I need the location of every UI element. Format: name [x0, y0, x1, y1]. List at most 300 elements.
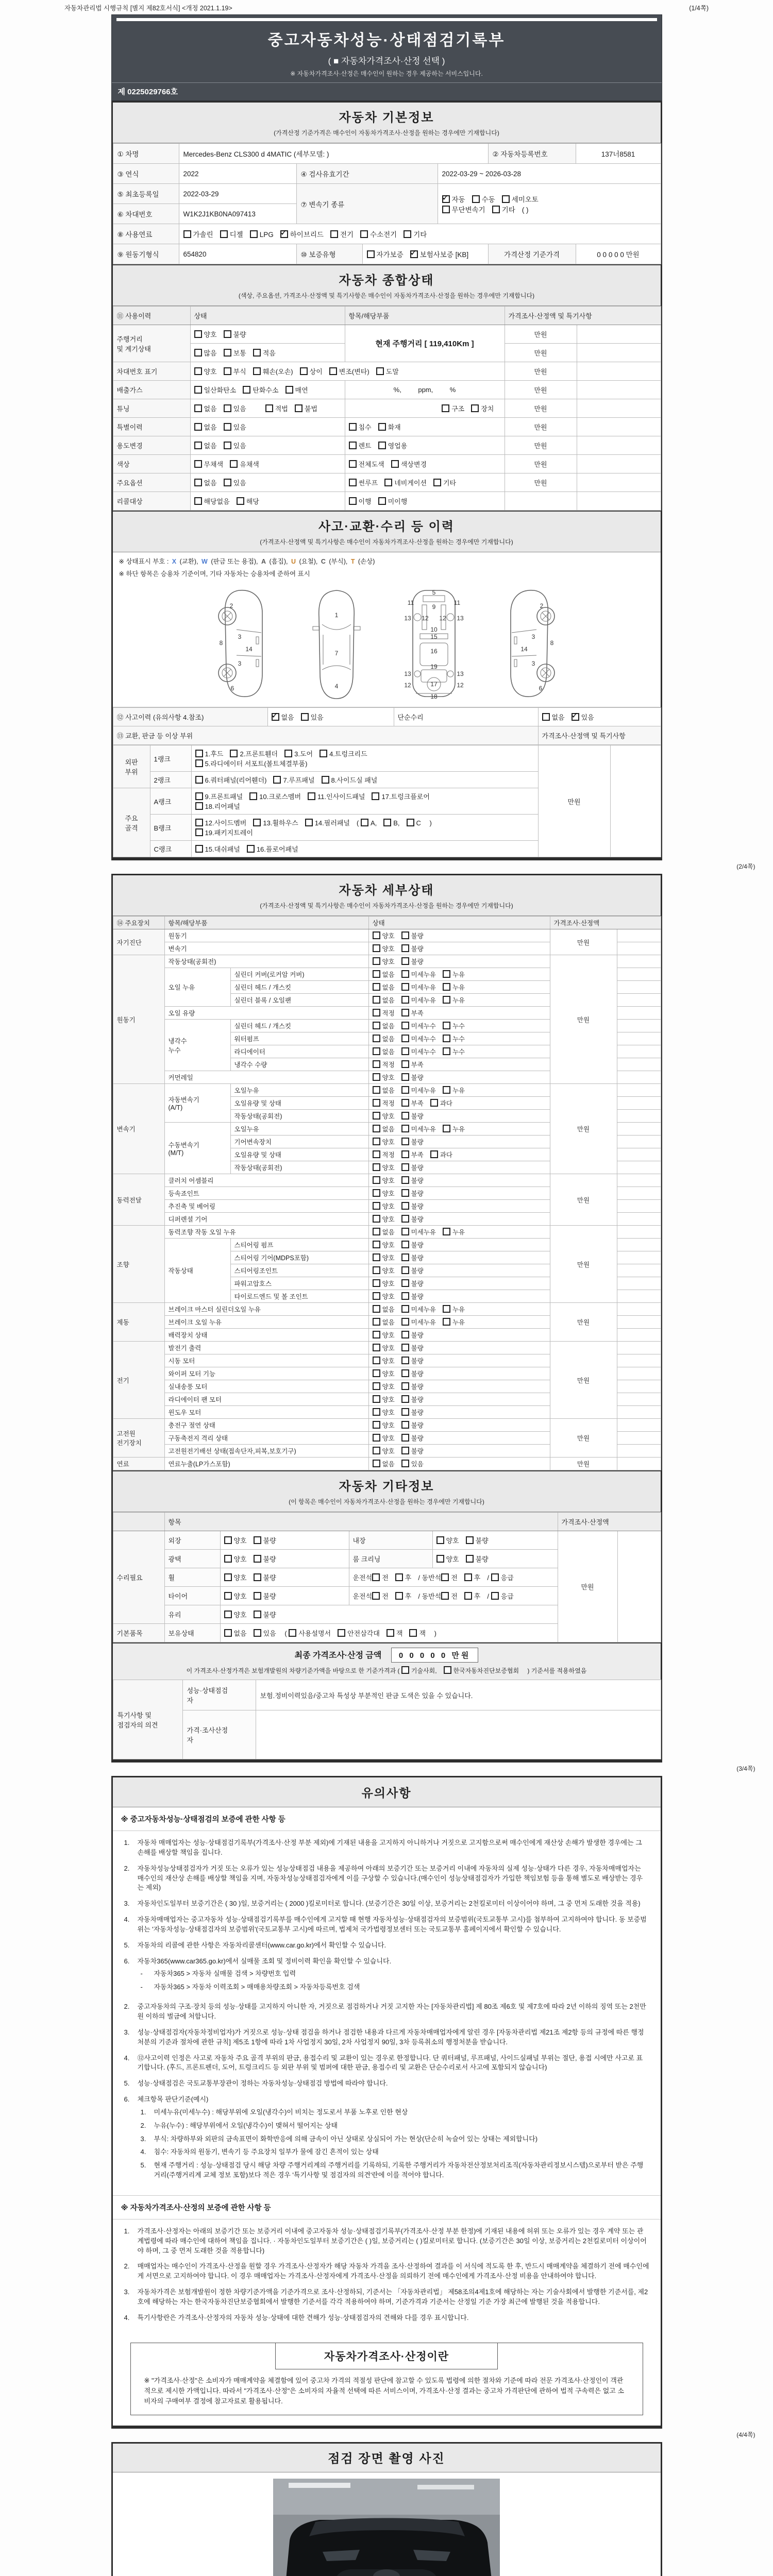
checkbox-icon [401, 1266, 409, 1274]
checkbox-option[interactable]: 양호 [373, 1358, 395, 1365]
accident-history-table [113, 707, 661, 745]
table-row [113, 307, 661, 325]
checkbox-option[interactable]: 없음 [373, 1087, 395, 1094]
cell: 윈도우 모터 [164, 1406, 368, 1419]
checkbox-option[interactable]: 양호 [436, 1555, 459, 1563]
checkbox-option[interactable]: 후 [395, 1592, 412, 1600]
checkbox-option[interactable]: 4.트렁크리드 [320, 750, 367, 758]
checkbox-icon [372, 1573, 380, 1581]
cell: 스티어링 기어(MDPS포함) [230, 1251, 368, 1264]
checkbox-option[interactable]: 6.쿼터패널(리어휀더) [195, 776, 267, 784]
checkbox-option[interactable]: 누수 [443, 1048, 465, 1056]
checkbox-option[interactable]: 전 [441, 1574, 458, 1582]
cell [191, 772, 538, 788]
row-label: ⑤ 최초등록일 [113, 184, 179, 204]
checkbox-option[interactable]: 미세누유 [401, 1126, 436, 1133]
cell [368, 1084, 550, 1097]
checkbox-icon [285, 386, 293, 394]
checkbox-option[interactable]: 도말 [376, 368, 399, 376]
inspector-opinion-table [113, 1680, 661, 1759]
checkbox-option[interactable]: 양호 [224, 1537, 247, 1545]
checkbox-option[interactable]: 불량 [401, 1332, 424, 1339]
checkbox-icon [401, 1073, 409, 1081]
checkbox-option[interactable]: 없음 [373, 1048, 395, 1056]
checkbox-option[interactable]: 불량 [401, 1345, 424, 1352]
checkbox-option[interactable]: 불량 [401, 1435, 424, 1442]
checkbox-option[interactable]: 부식 [224, 368, 246, 376]
cell [617, 1290, 661, 1303]
checkbox-icon [401, 983, 409, 991]
checkbox-option[interactable]: 8.사이드실 패널 [322, 776, 378, 784]
checkbox-option[interactable]: 침수 [349, 423, 372, 431]
checkbox-option[interactable]: 양호 [224, 1611, 247, 1619]
checkbox-option[interactable]: 양호 [373, 1190, 395, 1197]
cell [220, 1568, 349, 1587]
checkbox-option[interactable]: 양호 [373, 1074, 395, 1081]
checkbox-icon [224, 330, 231, 338]
checkbox-option[interactable]: 일산화탄소 [194, 386, 237, 394]
checkbox-option[interactable]: 불량 [401, 1293, 424, 1300]
checkbox-option[interactable]: 적정 [373, 1100, 395, 1107]
checkbox-option[interactable]: 양호 [373, 1332, 395, 1339]
checkbox-option[interactable]: 양호 [373, 1293, 395, 1300]
checkbox-option[interactable]: 양호 [373, 1203, 395, 1210]
checkbox-option[interactable]: 불량 [401, 1409, 424, 1416]
checkbox-icon [273, 776, 281, 784]
checkbox-option[interactable]: 무단변속기 [442, 206, 485, 214]
row-label: 용도변경 [113, 436, 190, 455]
checkbox-option[interactable]: 누유 [443, 1319, 465, 1326]
checkbox-option[interactable]: 렌트 [349, 442, 372, 450]
checkbox-option[interactable]: 불량 [401, 945, 424, 953]
checkbox-option[interactable]: 불량 [401, 933, 424, 940]
checkbox-option[interactable]: 11.인사이드패널 [308, 793, 365, 801]
checkbox-option[interactable]: 미세누유 [401, 1306, 436, 1313]
price-definition-box [130, 2343, 643, 2415]
cell [368, 1213, 550, 1226]
checkbox-option[interactable]: 불량 [401, 1190, 424, 1197]
checkbox-option[interactable]: 미세누유 [401, 971, 436, 978]
checkbox-option[interactable]: 전 [372, 1574, 389, 1582]
cell [220, 1550, 349, 1568]
checkbox-icon [444, 1666, 451, 1674]
checkbox-option[interactable]: 없음 [194, 423, 217, 431]
cell: 만원 [550, 955, 617, 1084]
checkbox-option[interactable]: 누수 [443, 1036, 465, 1043]
checkbox-icon [492, 206, 500, 213]
checkbox-option[interactable]: 미이행 [378, 498, 408, 505]
checkbox-option[interactable]: 누유 [443, 997, 465, 1004]
checkbox-icon [338, 1629, 345, 1637]
checkbox-option[interactable]: 기술사회, [401, 1667, 437, 1674]
checkbox-option[interactable]: 누유 [443, 984, 465, 991]
checkbox-option[interactable]: 없음 [373, 971, 395, 978]
checkbox-option[interactable]: 양호 [373, 1216, 395, 1223]
checkbox-option[interactable]: 불량 [401, 1177, 424, 1184]
checkbox-option[interactable]: 많음 [194, 349, 217, 357]
checkbox-option[interactable]: 5.라디에이터 서포트(볼트체결부품) [195, 760, 308, 768]
checkbox-option[interactable]: 양호 [436, 1537, 459, 1545]
checkbox-icon [401, 1228, 409, 1235]
checkbox-option[interactable]: 없음 [373, 1126, 395, 1133]
checkbox-option[interactable]: 부족 [401, 1151, 424, 1159]
checkbox-option[interactable]: 불량 [254, 1555, 276, 1563]
checkbox-option[interactable]: 적정 [373, 1061, 395, 1069]
checkbox-option[interactable]: 불량 [466, 1555, 489, 1563]
notice-item: 5. 성능·상태점검은 국토교통부장관이 정하는 자동차성능·상태점검 방법에 따라야 합니다. [124, 2079, 388, 2088]
cell [617, 955, 661, 968]
checkbox-option[interactable]: 전 [441, 1592, 458, 1600]
checkbox-icon [407, 819, 414, 826]
checkbox-option[interactable]: 누유 [443, 1126, 465, 1133]
checkbox-option[interactable]: 양호 [373, 1396, 395, 1403]
checkbox-option[interactable]: 불량 [254, 1574, 276, 1582]
checkbox-icon [443, 983, 450, 991]
checkbox-option[interactable]: 네비게이션 [384, 479, 427, 487]
checkbox-option[interactable]: 누유 [443, 1087, 465, 1094]
checkbox-option[interactable]: 유채색 [230, 461, 259, 468]
checkbox-icon [373, 1202, 380, 1210]
cell [577, 436, 661, 455]
checkbox-option[interactable]: 전체도색 [349, 461, 384, 468]
checkbox-icon [373, 1099, 380, 1107]
notice-item: 4. ⑫사고이력 인정은 사고로 자동차 주요 골격 부위의 판금, 용접수리 및 교환이 있는 경우로 한정합니다. 단 쿼터패널, 루프패널, 사이드실패널 부위는 절단, 용접 시에만 사고로 표기합니다. (후드, 프론트펜더, 도어, 트렁크리드 등 외판 부위 및 범퍼에 대한 판금, 용접수리 및 교환은 단순수리로서 사고에 포함되지 않습니다) [124, 2054, 643, 2072]
notice-item: 1. 자동차 매매업자는 성능·상태점검기록부(가격조사·산정 부분 제외)에 기재된 내용을 고지하지 아니하거나 거짓으로 고지함으로써 매수인에게 재산상 손해가 발생한 경우에는 그 손해를 배상할 책임을 집니다. [124, 1839, 642, 1856]
checkbox-option[interactable]: 불량 [401, 1113, 424, 1120]
checkbox-option[interactable]: 불법 [295, 405, 317, 413]
checkbox-option[interactable]: 양호 [373, 1255, 395, 1262]
checkbox-option[interactable]: 양호 [373, 1448, 395, 1455]
cell [577, 325, 661, 344]
checkbox-option[interactable]: 불량 [401, 1242, 424, 1249]
checkbox-option[interactable]: 가솔린 [183, 231, 213, 239]
checkbox-option[interactable]: 디젤 [220, 231, 243, 239]
checkbox-icon [224, 1629, 232, 1637]
checkbox-option[interactable]: 없음 [194, 442, 217, 450]
checkbox-icon [308, 792, 315, 800]
checkbox-option[interactable]: 해당없음 [194, 498, 230, 505]
cell [577, 492, 661, 511]
checkbox-option[interactable]: 부족 [401, 1010, 424, 1017]
checkbox-option[interactable]: 자가보증 [367, 251, 404, 259]
cell [617, 1251, 661, 1264]
checkbox-icon [254, 1592, 261, 1600]
diagram-part-number: 2 [229, 602, 233, 609]
checkbox-option[interactable]: 과다 [430, 1151, 452, 1159]
checkbox-option[interactable]: 무채색 [194, 461, 224, 468]
checkbox-option[interactable]: 누유 [443, 971, 465, 978]
checkbox-option[interactable]: 불량 [401, 1216, 424, 1223]
checkbox-icon [401, 970, 409, 978]
checkbox-option[interactable]: 13.휠하우스 [253, 819, 298, 827]
checkbox-option[interactable]: 적법 [265, 405, 288, 413]
checkbox-option[interactable]: 기타 [492, 206, 515, 214]
checkbox-option[interactable]: 양호 [224, 1592, 247, 1600]
header-stripe [116, 18, 657, 21]
checkbox-option[interactable]: 양호 [373, 1280, 395, 1287]
row-label: ⑧ 사용연료 [113, 224, 179, 244]
checkbox-option[interactable]: 불량 [401, 1383, 424, 1391]
checkbox-option[interactable]: 양호 [373, 1242, 395, 1249]
checkbox-option[interactable]: 없음 [373, 1229, 395, 1236]
checkbox-option[interactable]: 응급 [491, 1592, 514, 1600]
checkbox-option[interactable]: 구조 [442, 405, 464, 413]
checkbox-option[interactable]: 과다 [430, 1100, 452, 1107]
checkbox-option[interactable]: 미세누수 [401, 1036, 436, 1043]
cell: 2022 [179, 164, 296, 184]
checkbox-option[interactable]: 불량 [401, 1203, 424, 1210]
checkbox-option[interactable]: 없음 [224, 1630, 247, 1637]
cell [368, 1032, 550, 1045]
cell: 만원 [550, 1303, 617, 1342]
checkbox-option[interactable]: 14.필러패널 [305, 819, 350, 827]
checkbox-option[interactable]: 누수 [443, 1023, 465, 1030]
checkbox-option[interactable]: 기타 [404, 231, 427, 239]
checkbox-option[interactable]: 불량 [401, 1267, 424, 1275]
checkbox-option[interactable]: 불량 [401, 1139, 424, 1146]
checkbox-option[interactable]: 불량 [254, 1537, 276, 1545]
checkbox-option[interactable]: 양호 [373, 1345, 395, 1352]
row-label: 동력전달 [113, 1174, 164, 1226]
checkbox-option[interactable]: 불량 [401, 1370, 424, 1378]
checkbox-icon [391, 460, 399, 468]
checkbox-option[interactable]: 불량 [401, 1448, 424, 1455]
checkbox-option[interactable]: 미세누유 [401, 1229, 436, 1236]
checkbox-option[interactable]: 보통 [224, 349, 246, 357]
checkbox-option[interactable]: 기타 [433, 479, 456, 487]
checkbox-option[interactable]: 양호 [224, 1574, 247, 1582]
checkbox-option[interactable]: 매연 [285, 386, 308, 394]
checkbox-option[interactable]: 양호 [373, 1409, 395, 1416]
checkbox-option[interactable]: 없음 [373, 1461, 395, 1468]
checkbox-option[interactable]: 수소전기 [360, 231, 397, 239]
checkbox-option[interactable]: 장치 [471, 405, 494, 413]
checkbox-option[interactable]: 없음 [373, 1306, 395, 1313]
checkbox-option[interactable]: 양호 [373, 1177, 395, 1184]
checkbox-option[interactable]: 없음 [373, 1036, 395, 1043]
checkbox-icon [230, 460, 238, 468]
checkbox-option[interactable]: 양호 [373, 1113, 395, 1120]
checkbox-option[interactable]: 3.도어 [284, 750, 313, 758]
checkbox-option[interactable]: 양호 [373, 945, 395, 953]
checkbox-option[interactable]: 후 [395, 1574, 412, 1582]
checkbox-option[interactable]: 불량 [401, 1074, 424, 1081]
checkbox-icon [194, 479, 202, 486]
checkbox-option[interactable]: 19.패키지트레이 [195, 829, 253, 837]
checkbox-option[interactable]: 있음 [224, 442, 246, 450]
checkbox-icon [471, 404, 479, 412]
checkbox-option[interactable]: LPG [250, 231, 274, 239]
page-meta [64, 3, 709, 12]
checkbox-option[interactable]: 미세누유 [401, 997, 436, 1004]
checkbox-option[interactable]: 10.크로스멤버 [249, 793, 301, 801]
checkbox-option[interactable]: 상이 [300, 368, 323, 376]
checkbox-option[interactable]: ✓ 보험사보증 [KB] [410, 251, 468, 259]
checkbox-option[interactable]: 미세누유 [401, 984, 436, 991]
checkbox-option[interactable]: ✓자동 [442, 196, 465, 204]
checkbox-option[interactable]: 적정 [373, 1151, 395, 1159]
checkbox-option[interactable]: 사용설명서 [289, 1630, 331, 1637]
checkbox-option[interactable]: 있음 [224, 423, 246, 431]
checkbox-option[interactable]: 이행 [349, 498, 372, 505]
diagram-part-number: 6 [230, 685, 234, 692]
checkbox-option[interactable]: ✓ 있음 [572, 714, 594, 721]
checkbox-icon [442, 195, 450, 203]
checkbox-option[interactable]: 수동 [472, 196, 495, 204]
checkbox-option[interactable]: 있음 [254, 1630, 276, 1637]
checkbox-option[interactable]: 2.프론트휀더 [230, 750, 278, 758]
checkbox-option[interactable]: 16.플로어패널 [247, 845, 298, 853]
checkbox-option[interactable]: 1.후드 [195, 750, 224, 758]
cell [345, 418, 505, 436]
checkbox-option[interactable]: 양호 [373, 1267, 395, 1275]
checkbox-option[interactable]: 7.루프패널 [273, 776, 314, 784]
checkbox-option[interactable]: 미세누유 [401, 1087, 436, 1094]
checkbox-option[interactable]: 탄화수소 [243, 386, 278, 394]
checkbox-option[interactable]: 화재 [378, 423, 401, 431]
checkbox-option[interactable]: B, [383, 819, 399, 827]
cell: 라디에이터 팬 모터 [164, 1393, 368, 1406]
checkbox-icon [430, 1099, 438, 1107]
checkbox-option[interactable]: 불량 [401, 1358, 424, 1365]
cell: 브레이크 오일 누유 [164, 1316, 368, 1329]
checkbox-option[interactable]: 해당 [237, 498, 259, 505]
cell: 스티어링 펌프 [230, 1239, 368, 1251]
checkbox-option[interactable]: 없음 [373, 1319, 395, 1326]
checkbox-option[interactable]: 영업용 [378, 442, 408, 450]
checkbox-icon [401, 1382, 409, 1390]
checkbox-option[interactable]: 불량 [254, 1592, 276, 1600]
checkbox-option[interactable]: 12.사이드멤버 [195, 819, 247, 827]
checkbox-option[interactable]: 불량 [401, 958, 424, 965]
diagram-part-number: 10 [430, 626, 438, 633]
checkbox-icon [183, 230, 191, 238]
checkbox-option[interactable]: 한국자동차진단보증협회 [444, 1667, 519, 1674]
checkbox-option[interactable]: 양호 [224, 1555, 247, 1563]
checkbox-option[interactable]: 없음 [194, 479, 217, 487]
checkbox-option[interactable]: 응급 [491, 1574, 514, 1582]
checkbox-option[interactable]: 양호 [373, 1383, 395, 1391]
table-row [113, 399, 661, 418]
checkbox-option[interactable]: 양호 [373, 1370, 395, 1378]
row-label: 기본품목 [113, 1624, 164, 1642]
checkbox-option[interactable]: 없음 [373, 997, 395, 1004]
checkbox-option[interactable]: 썬루프 [349, 479, 378, 487]
checkbox-option[interactable]: 미세누수 [401, 1023, 436, 1030]
checkbox-icon [401, 1253, 409, 1261]
cell: 실린더 블록 / 오일팬 [230, 994, 368, 1007]
checkbox-option[interactable]: 불량 [224, 331, 246, 338]
checkbox-option[interactable]: 있음 [301, 714, 324, 721]
checkbox-option[interactable]: 양호 [194, 331, 217, 338]
checkbox-option[interactable]: 양호 [373, 958, 395, 965]
row-label: 색상 [113, 455, 190, 473]
checkbox-option[interactable]: 불량 [401, 1422, 424, 1429]
checkbox-option[interactable]: 불량 [466, 1537, 489, 1545]
checkbox-option[interactable]: 누유 [443, 1229, 465, 1236]
checkbox-option[interactable]: 없음 [373, 1023, 395, 1030]
cell [577, 418, 661, 436]
checkbox-option[interactable]: 없음 [373, 984, 395, 991]
cell [577, 362, 661, 381]
checkbox-option[interactable]: 양호 [194, 368, 217, 376]
checkbox-icon [401, 1150, 409, 1158]
checkbox-icon [373, 1292, 380, 1300]
checkbox-option[interactable]: 잭 [409, 1630, 426, 1637]
car-top-view [306, 587, 367, 701]
checkbox-option[interactable]: ✓ 없음 [272, 714, 294, 721]
diagram-part-number: 9 [432, 603, 436, 611]
checkbox-option[interactable]: 불량 [401, 1280, 424, 1287]
checkbox-option[interactable]: 적정 [373, 1010, 395, 1017]
checkbox-option[interactable]: 세미오토 [502, 196, 539, 204]
checkbox-option[interactable]: 후 [464, 1592, 481, 1600]
checkbox-option[interactable]: 9.프론트패널 [195, 793, 243, 801]
checkbox-option[interactable]: A, [361, 819, 377, 827]
checkbox-option[interactable]: 색상변경 [391, 461, 427, 468]
cell: 와이퍼 모터 기능 [164, 1367, 368, 1380]
report-title: 중고자동차성능·상태점검기록부 [267, 32, 506, 49]
table-row [113, 917, 661, 929]
cell [538, 708, 661, 726]
notice-item: 6. 체크항목 판단기준(예시) 1. 미세누유(미세누수) : 해당부위에 오일(냉각수)이 비치는 정도로서 부품 노후로 인한 현상 2. 누유(누수) : 해당부위에서 오일(냉각수)이 맺혀서 떨어지는 상태 3. 부식: 차량하부와 외판의 금속표면이 화학반응에 의해 금속이 아닌 상태로 상실되어 가는 현상(단순히 녹슬어 있는 상태는 제외합니다) 4. 침수: 자동차의 원동기, 변속기 등 주요장치 일부가 물에 잠긴 흔적이 있는 상태 5. 현재 주행거리 : 성능·상태점검 당시 해당 차량 주행거리계의 주행거리를 기록하되, 기록한 주행거리가 자동차전산정보처리조직(자동차관리정보시스템)으로부터 받은 주행거리(주행거리계 교체 정보 포함)보다 적은 경우 '특기사항 및 점검자의 의견'란에 이를 적어야 합니다. [124, 2095, 649, 2184]
checkbox-option[interactable]: 미세누수 [401, 1048, 436, 1056]
checkbox-icon [194, 349, 202, 357]
checkbox-option[interactable]: 없음 [194, 405, 217, 413]
checkbox-icon [401, 1395, 409, 1403]
checkbox-option[interactable]: 양호 [373, 1164, 395, 1172]
checkbox-option[interactable]: 15.대쉬패널 [195, 845, 240, 853]
checkbox-option[interactable]: 전기 [330, 231, 354, 239]
diagram-part-number: 15 [430, 633, 438, 640]
checkbox-option[interactable]: 불량 [401, 1164, 424, 1172]
checkbox-option[interactable]: 누유 [443, 1306, 465, 1313]
checkbox-option[interactable]: 양호 [373, 933, 395, 940]
checkbox-option[interactable]: 적음 [253, 349, 276, 357]
checkbox-icon [401, 1202, 409, 1210]
checkbox-option[interactable]: 있음 [224, 479, 246, 487]
checkbox-option[interactable]: 양호 [373, 1139, 395, 1146]
checkbox-icon [443, 1086, 450, 1094]
checkbox-option[interactable]: 불량 [254, 1611, 276, 1619]
checkbox-icon [441, 1573, 449, 1581]
checkbox-option[interactable]: 있음 [224, 405, 246, 413]
checkbox-option[interactable]: 후 [464, 1574, 481, 1582]
checkbox-option[interactable]: 훼손(오손) [253, 368, 293, 376]
checkbox-option[interactable]: 미세누유 [401, 1319, 436, 1326]
checkbox-option[interactable]: 변조(변타) [329, 368, 369, 376]
checkbox-option[interactable]: 부족 [401, 1061, 424, 1069]
checkbox-option[interactable]: 불량 [401, 1255, 424, 1262]
checkbox-option[interactable]: 전 [372, 1592, 389, 1600]
cell [368, 1264, 550, 1277]
checkbox-option[interactable]: 18.리어패널 [195, 803, 240, 810]
checkbox-option[interactable]: C [407, 819, 421, 827]
checkbox-option[interactable]: 안전삼각대 [338, 1630, 380, 1637]
checkbox-option[interactable]: 17.트렁크플로어 [372, 793, 429, 801]
checkbox-option[interactable]: 양호 [373, 1422, 395, 1429]
checkbox-icon [230, 750, 238, 757]
checkbox-option[interactable]: 양호 [373, 1435, 395, 1442]
checkbox-option[interactable]: 있음 [401, 1461, 424, 1468]
checkbox-option[interactable]: 없음 [542, 714, 565, 721]
cell [617, 1342, 661, 1354]
checkbox-option[interactable]: 잭 [386, 1630, 403, 1637]
checkbox-option[interactable]: ✓ 하이브리드 [280, 231, 324, 239]
checkbox-option[interactable]: 불량 [401, 1396, 424, 1403]
checkbox-option[interactable]: 부족 [401, 1100, 424, 1107]
section-note: (가격조사·산정액 및 특기사항은 매수인이 자동차가격조사·산정을 원하는 경우에만 기재합니다) [260, 538, 513, 546]
